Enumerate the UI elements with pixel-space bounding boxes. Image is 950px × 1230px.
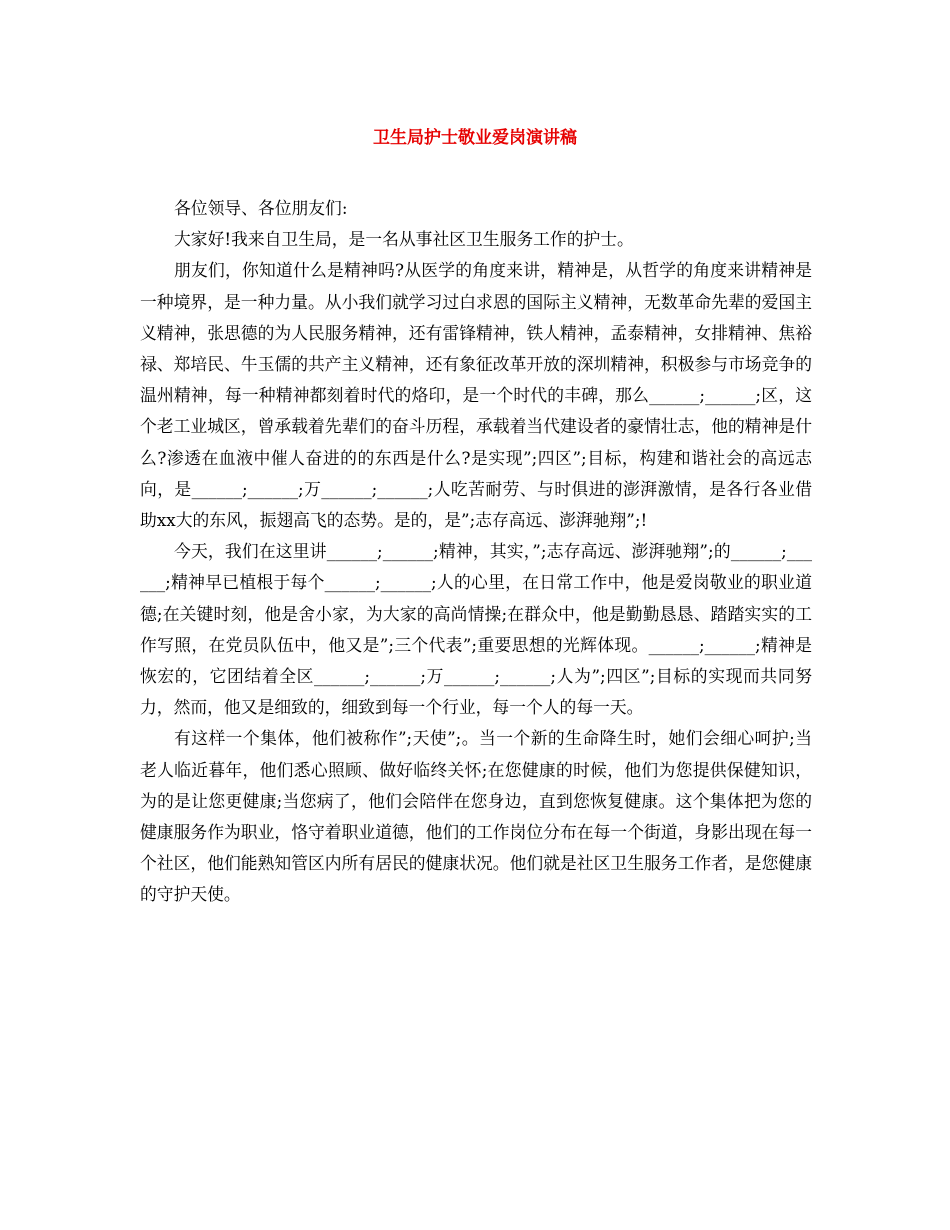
intro-paragraph: 大家好!我来自卫生局，是一名从事社区卫生服务工作的护士。	[174, 229, 634, 250]
body-paragraph-angels: 有这样一个集体，他们被称作”;天使”;。当一个新的生命降生时，她们会细心呵护;当老人临近暮年，他们悉心照顾、做好临终关怀;在您健康的时候，他们为您提供保健知识，为的是让您更健康;当您病了，他们会陪伴在您身边，直到您恢复健康。这个集体把为您的健康服务作为职业，恪守着职业道德，他们的工作岗位分布在每一个街道，身影出现在每一个社区，他们能熟知管区内所有居民的健康状况。他们就是社区卫生服务工作者，是您健康的守护天使。	[140, 728, 812, 905]
body-paragraph-today: 今天，我们在这里讲______;______;精神，其实，”;志存高远、澎湃驰翔”;的______;______;精神早已植根于每个______;______;人的心里，在日常工作中，他是爱岗敬业的职业道德;在关键时刻，他是舍小家，为大家的高尚情操;在群众中，他是勤勤恳恳、踏踏实实的工作写照，在党员队伍中，他又是”;三个代表”;重要思想的光辉体现。______;______;精神是恢宏的，它团结着全区______;______;万______;______;人为”;四区”;目标的实现而共同努力，然而，他又是细致的，细致到每一个行业，每一个人的每一天。	[140, 541, 812, 718]
greeting-paragraph: 各位领导、各位朋友们:	[174, 198, 348, 218]
document-body	[140, 193, 812, 911]
document-title: 卫生局护士敬业爱岗演讲稿	[373, 128, 577, 148]
body-paragraph-spirit: 朋友们，你知道什么是精神吗?从医学的角度来讲，精神是，从哲学的角度来讲精神是一种境界，是一种力量。从小我们就学习过白求恩的国际主义精神，无数革命先辈的爱国主义精神，张思德的为人民服务精神，还有雷锋精神，铁人精神，孟泰精神，女排精神、焦裕禄、郑培民、牛玉儒的共产主义精神，还有象征改革开放的深圳精神，积极参与市场竞争的温州精神，每一种精神都刻着时代的烙印，是一个时代的丰碑，那么______;______;区，这个老工业城区，曾承载着先辈们的奋斗历程，承载着当代建设者的豪情壮志，他的精神是什么?渗透在血液中催人奋进的的东西是什么?是实现”;四区”;目标，构建和谐社会的高远志向，是______;______;万______;______;人吃苦耐劳、与时俱进的澎湃激情，是各行各业借助xx大的东风，振翅高飞的态势。是的，是”;志存高远、澎湃驰翔”;!	[140, 260, 812, 531]
